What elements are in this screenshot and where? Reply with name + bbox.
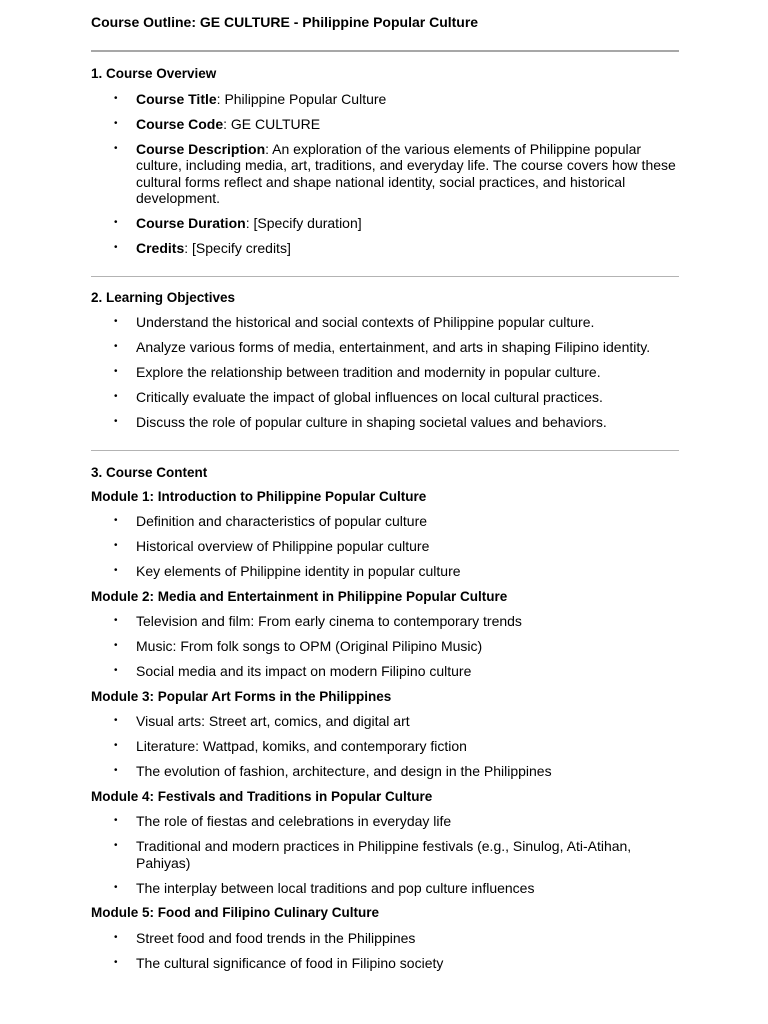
bullet-icon: • [114,416,118,427]
list-item: • The evolution of fashion, architecture, and design in the Philippines [114,763,552,779]
item-value: Philippine Popular Culture [224,90,387,107]
item-value: An exploration of the various elements of Philippine popular culture, including media, art, traditions, and everyday life. The course covers how these cultural forms reflect and shape national identity, social practices, and historical development. [136,140,676,206]
module-topic-list [91,813,679,896]
item-value: [Specify credits] [192,240,291,256]
module-title: Module 2: Media and Entertainment in Philippine Popular Culture [91,588,508,604]
module-5 [91,905,679,971]
divider [91,450,679,451]
divider [91,50,679,52]
list-item: • Street food and food trends in the Philippines [114,929,416,946]
module-4 [91,789,679,897]
list-item: • Discuss the role of popular culture in shaping societal values and behaviors. [114,414,607,430]
bullet-icon: • [114,615,118,626]
bullet-icon: • [114,92,118,104]
list-item: • Television and film: From early cinema to contemporary trends [114,613,522,629]
list-item: • Explore the relationship between tradition and modernity in popular culture. [114,364,601,380]
bullet-icon: • [114,956,118,968]
bullet-icon: • [114,640,118,651]
bullet-icon: • [114,765,118,776]
section-course-overview [91,66,679,257]
bullet-icon: • [114,316,118,327]
list-item: • Visual arts: Street art, comics, and digital art [114,713,410,729]
item-label: Course Title [136,90,217,107]
section-heading: 1. Course Overview [91,66,217,81]
list-item: • Analyze various forms of media, entertainment, and arts in shaping Filipino identity. [114,339,651,355]
module-topic-list [91,930,679,972]
list-item: • Course Code: GE CULTURE [114,115,321,132]
list-item: • Social media and its impact on modern Filipino culture [114,663,472,679]
module-topic-list [91,513,679,580]
module-topic-list [91,613,679,680]
module-title: Module 1: Introduction to Philippine Popular Culture [91,488,427,504]
bullet-icon: • [114,117,118,129]
document-title: Course Outline: GE CULTURE - Philippine Popular Culture [91,14,479,30]
bullet-icon: • [114,391,118,402]
divider [91,276,679,277]
bullet-icon: • [114,217,118,228]
list-item: • Course Title: Philippine Popular Culture [114,90,387,107]
item-value: GE CULTURE [230,115,321,132]
objectives-list [91,314,679,431]
bullet-icon: • [114,540,118,551]
module-title: Module 3: Popular Art Forms in the Philippines [91,688,392,704]
module-title: Module 4: Festivals and Traditions in Popular Culture [91,788,433,804]
list-item: • The role of fiestas and celebrations in everyday life [114,813,452,829]
list-item: • Traditional and modern practices in Philippine festivals (e.g., Sinulog, Ati-Atihan, Pahiyas) [114,838,632,871]
bullet-icon: • [114,142,118,154]
list-item: • Literature: Wattpad, komiks, and contemporary fiction [114,738,467,754]
bullet-icon: • [114,815,118,826]
section-learning-objectives [91,290,679,431]
bullet-icon: • [114,565,118,576]
list-item: • Historical overview of Philippine popular culture [114,538,430,554]
bullet-icon: • [114,840,118,851]
bullet-icon: • [114,515,118,526]
list-item: • Music: From folk songs to OPM (Original Pilipino Music) [114,638,483,654]
section-heading: 3. Course Content [91,464,208,480]
bullet-icon: • [114,931,118,943]
list-item: • Credits: [Specify credits] [114,240,291,256]
module-topic-list [91,713,679,780]
overview-list [91,91,679,257]
module-3 [91,689,679,780]
list-item: • The interplay between local traditions and pop culture influences [114,879,535,896]
list-item: • Course Description: An exploration of the various elements of Philippine popular culture, including media, art, traditions, and everyday life. The course covers how these cultural forms reflect and shape national identity, social practices, and historical development. [114,140,676,206]
item-label: Course Description [136,140,266,157]
section-course-content [91,465,679,972]
list-item: • Course Duration: [Specify duration] [114,215,362,231]
list-item: • Critically evaluate the impact of global influences on local cultural practices. [114,389,603,405]
list-item: • The cultural significance of food in Filipino society [114,954,444,971]
list-item: • Understand the historical and social contexts of Philippine popular culture. [114,314,595,330]
bullet-icon: • [114,665,118,676]
module-1 [91,489,679,580]
list-item: • Definition and characteristics of popular culture [114,513,428,529]
module-2 [91,589,679,680]
item-label: Course Duration [136,215,246,231]
item-label: Course Code [136,115,224,132]
bullet-icon: • [114,242,118,253]
item-label: Credits [136,240,185,256]
bullet-icon: • [114,881,118,893]
module-title: Module 5: Food and Filipino Culinary Culture [91,905,379,920]
document-body [91,13,679,971]
bullet-icon: • [114,715,118,726]
bullet-icon: • [114,366,118,377]
section-heading: 2. Learning Objectives [91,289,236,305]
bullet-icon: • [114,341,118,352]
item-value: [Specify duration] [253,215,362,231]
list-item: • Key elements of Philippine identity in popular culture [114,563,461,579]
bullet-icon: • [114,740,118,751]
